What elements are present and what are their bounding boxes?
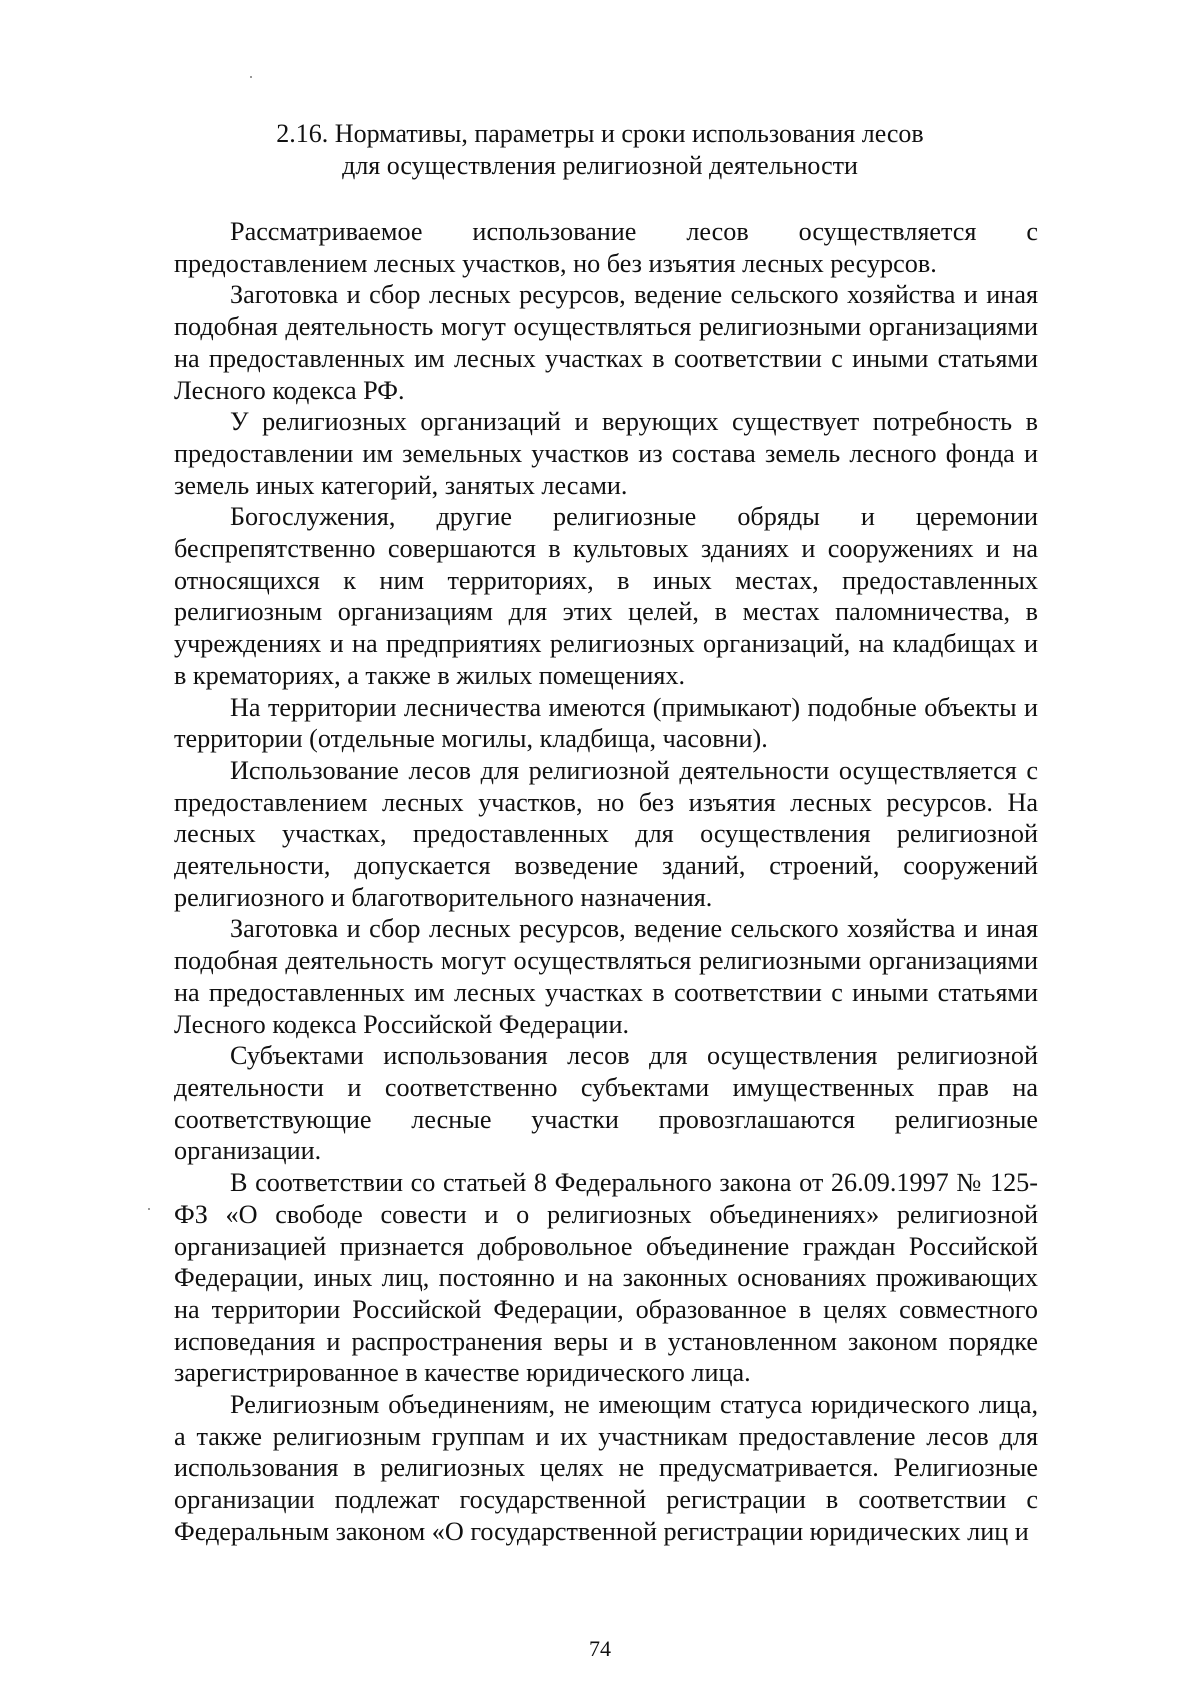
scan-speck xyxy=(250,76,252,78)
heading-line-2: для осуществления религиозной деятельности xyxy=(342,151,858,180)
paragraph: Религиозным объединениям, не имеющим статуса юридического лица, а также религиозным группам и их участникам предоставление лесов для использования в религиозных целях не предусматривается. Религиозные организации подлежат государственной регистрации в соответствии с Федеральным законом «О государственной регистрации юридических лиц и xyxy=(174,1390,1038,1546)
paragraph: Рассматриваемое использование лесов осуществляется с предоставлением лесных участков, но без изъятия лесных ресурсов. xyxy=(174,217,1038,278)
paragraph: Заготовка и сбор лесных ресурсов, ведение сельского хозяйства и иная подобная деятельность могут осуществляться религиозными организациями на предоставленных им лесных участках в соответствии с иными статьями Лесного кодекса Российской Федерации. xyxy=(174,914,1038,1039)
section-heading xyxy=(160,118,1040,182)
paragraph: Использование лесов для религиозной деятельности осуществляется с предоставлением лесных участков, но без изъятия лесных ресурсов. На лесных участках, предоставленных для осуществления религиозной деятельности, допускается возведение зданий, строений, сооружений религиозного и благотворительного назначения. xyxy=(174,755,1038,912)
paragraph: В соответствии со статьей 8 Федерального закона от 26.09.1997 № 125-ФЗ «О свободе совести и о религиозных объединениях» религиозной организацией признается добровольное объединение граждан Российской Федерации, иных лиц, постоянно и на законных основаниях проживающих на территории Российской Федерации, образованное в целях совместного исповедания и распространения веры и в установленном законом порядке зарегистрированное в качестве юридического лица. xyxy=(174,1168,1038,1388)
page-number: 74 xyxy=(589,1636,611,1661)
paragraph: На территории лесничества имеются (примыкают) подобные объекты и территории (отдельные могилы, кладбища, часовни). xyxy=(174,692,1038,754)
heading-line-1: 2.16. Нормативы, параметры и сроки использования лесов xyxy=(276,119,924,148)
body-text xyxy=(174,216,1038,1548)
paragraph: У религиозных организаций и верующих существует потребность в предоставлении им земельных участков из состава земель лесного фонда и земель иных категорий, занятых лесами. xyxy=(174,407,1038,500)
paragraph: Богослужения, другие религиозные обряды и церемонии беспрепятственно совершаются в культовых зданиях и сооружениях и на относящихся к ним территориях, в иных местах, предоставленных религиозным организациям для этих целей, в местах паломничества, в учреждениях и на предприятиях религиозных организаций, на кладбищах и в крематориях, а также в жилых помещениях. xyxy=(174,502,1038,690)
scan-speck xyxy=(148,1208,150,1210)
paragraph: Заготовка и сбор лесных ресурсов, ведение сельского хозяйства и иная подобная деятельность могут осуществляться религиозными организациями на предоставленных им лесных участках в соответствии с иными статьями Лесного кодекса РФ. xyxy=(174,280,1038,405)
paragraph: Субъектами использования лесов для осуществления религиозной деятельности и соответственно субъектами имущественных прав на соответствующие лесные участки провозглашаются религиозные организации. xyxy=(174,1041,1038,1166)
